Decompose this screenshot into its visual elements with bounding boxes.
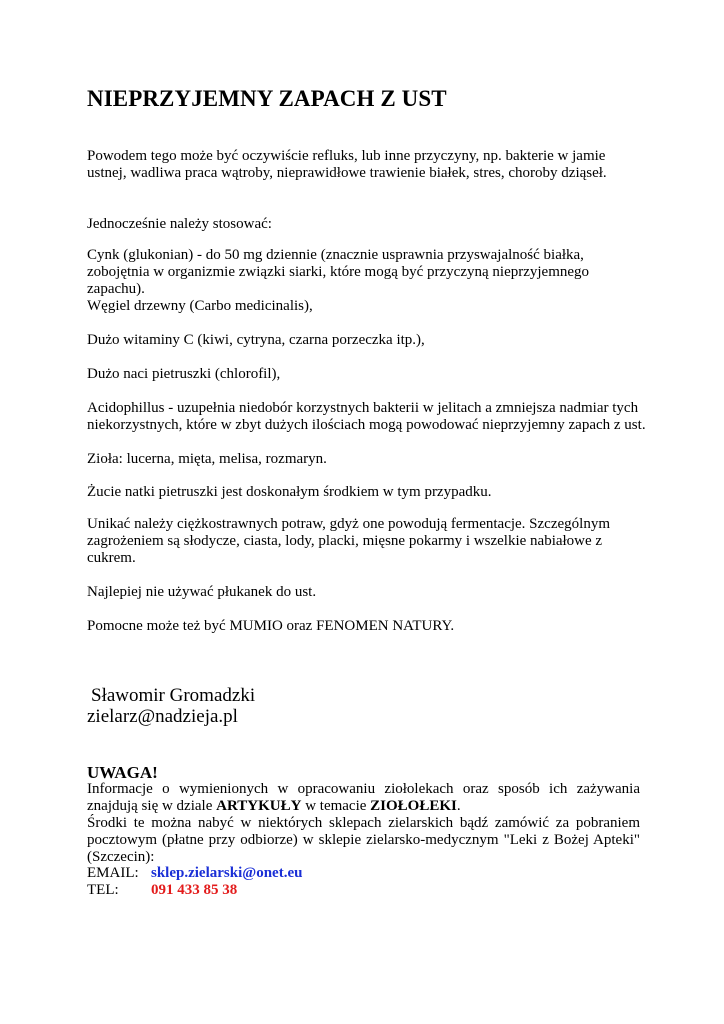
paragraph-herbs: Zioła: lucerna, mięta, melisa, rozmaryn. (87, 451, 327, 467)
paragraph-zinc: Cynk (glukonian) - do 50 mg dziennie (znacznie usprawnia przyswajalność białka, zobojętnia w organizmie związki siarki, które mogą być przyczyną nieprzyjemnego zapachu). (87, 247, 590, 297)
herbal-topic-label: ZIOŁOŁEKI (370, 798, 457, 814)
notice-paragraph-articles (87, 781, 640, 815)
articles-section-label: ARTYKUŁY (216, 798, 302, 814)
paragraph-mumio: Pomocne może też być MUMIO oraz FENOMEN NATURY. (87, 618, 455, 634)
notice-paragraph-shop: Środki te można nabyć w niektórych sklepach zielarskich bądź zamówić za pobraniem pocztowym (płatne przy odbiorze) w sklepie zielarsko-medycznym "Leki z Bożej Apteki" (Szczecin): (87, 815, 640, 865)
paragraph-charcoal: Węgiel drzewny (Carbo medicinalis), (87, 298, 313, 314)
paragraph-causes: Powodem tego może być oczywiście refluks, lub inne przyczyny, np. bakterie w jamie ustnej, wadliwa praca wątroby, nieprawidłowe trawienie białek, stres, choroby dziąseł. (87, 148, 607, 181)
phone-label: TEL: (87, 882, 119, 898)
paragraph-avoid: Unikać należy ciężkostrawnych potraw, gdyż one powodują fermentacje. Szczególnym zagrożeniem są słodycze, ciasta, lody, placki, mięsne pokarmy i wszelkie nabiałowe z cukrem. (87, 516, 610, 566)
document-title: NIEPRZYJEMNY ZAPACH Z UST (87, 86, 447, 111)
paragraph-intro: Jednocześnie należy stosować: (87, 216, 272, 232)
notice-body (87, 781, 640, 866)
paragraph-chewing: Żucie natki pietruszki jest doskonałym środkiem w tym przypadku. (87, 484, 492, 500)
notice-text: Informacje o wymienionych w opracowaniu ziołolekach oraz sposób ich zażywania znajdują się w dziale (87, 781, 640, 814)
contact-phone-row (87, 882, 237, 899)
contact-email-row (87, 865, 302, 882)
notice-heading: UWAGA! (87, 763, 158, 782)
shop-phone-number: 091 433 85 38 (151, 882, 238, 898)
paragraph-acidophillus: Acidophillus - uzupełnia niedobór korzystnych bakterii w jelitach a zmniejsza nadmiar tych niekorzystnych, które w zbyt dużych ilościach mogą powodować nieprzyjemny zapach z ust. (87, 400, 646, 433)
email-label: EMAIL: (87, 865, 139, 881)
signature-name: Sławomir Gromadzki (91, 685, 256, 706)
signature-email: zielarz@nadzieja.pl (87, 706, 238, 727)
shop-email-link[interactable]: sklep.zielarski@onet.eu (151, 865, 303, 881)
paragraph-rinses: Najlepiej nie używać płukanek do ust. (87, 584, 317, 600)
paragraph-parsley: Dużo naci pietruszki (chlorofil), (87, 366, 281, 382)
notice-text: w temacie (301, 798, 371, 814)
notice-text: . (456, 798, 461, 814)
paragraph-vitamin-c: Dużo witaminy C (kiwi, cytryna, czarna porzeczka itp.), (87, 332, 425, 348)
